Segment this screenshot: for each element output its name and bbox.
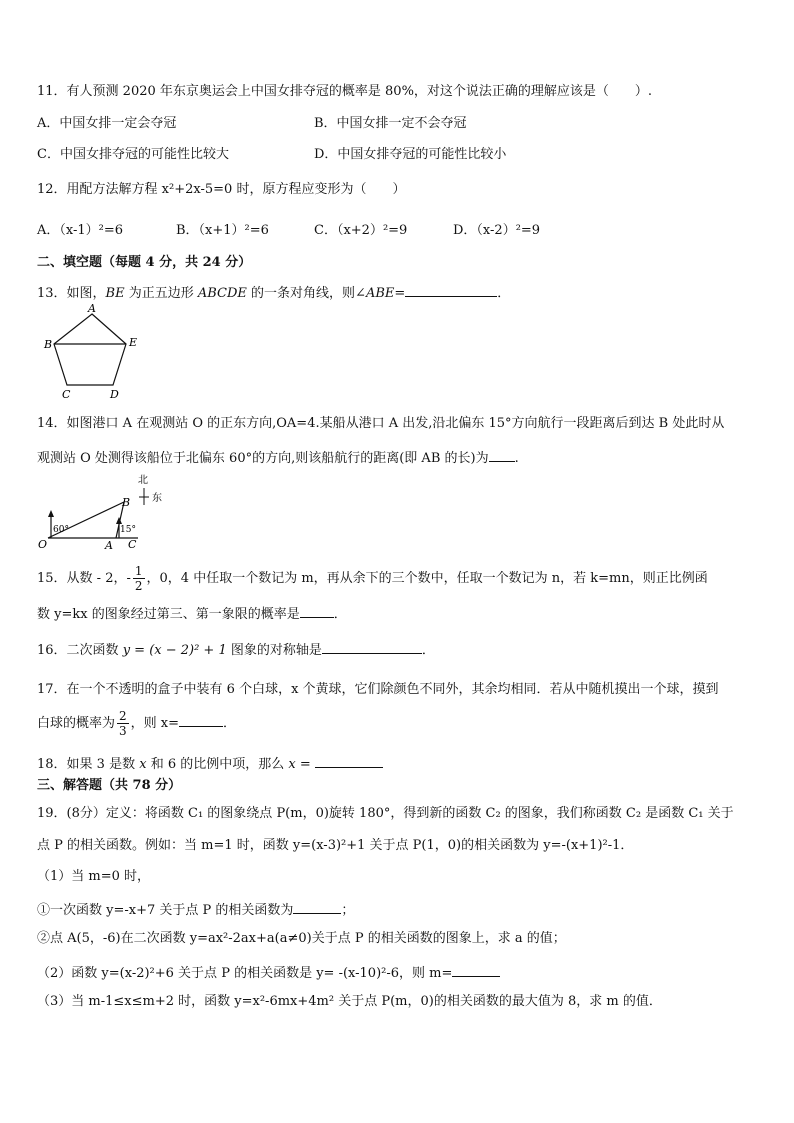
north-arrow-a xyxy=(116,517,122,524)
section-fill-in-heading: 二、填空题（每题 4 分，共 24 分） xyxy=(37,255,252,270)
q17-frac-num: 2 xyxy=(119,709,127,723)
q17-fraction xyxy=(117,709,129,738)
q18-x2: x xyxy=(288,757,296,772)
q19-part3: （3）当 m-1≤x≤m+2 时，函数 y=x²-6mx+4m² 关于点 P(m，0)的相关函数的最大值为 8，求 m 的值． xyxy=(37,994,662,1009)
q13-stem xyxy=(37,282,510,303)
q11-option-d: D．中国女排夺冠的可能性比较小 xyxy=(314,147,507,162)
label-c: C xyxy=(128,538,137,551)
q12-option-a: A．（x-1）²=6 xyxy=(37,223,124,238)
q17-post: ，则 x= xyxy=(130,716,180,731)
q11-option-a: A．中国女排一定会夺冠 xyxy=(37,116,177,131)
q15-line2-text: 数 y=kx 的图象经过第三、第一象限的概率是 xyxy=(37,607,300,622)
q15-fraction xyxy=(133,564,145,593)
q13-eq: = xyxy=(394,286,406,301)
q19-part1a-blank[interactable] xyxy=(293,899,341,914)
q14-answer-blank[interactable] xyxy=(489,447,515,462)
q15-frac-den: 2 xyxy=(134,579,143,593)
q17-end: ． xyxy=(223,716,237,731)
q17-answer-blank[interactable] xyxy=(179,712,223,727)
q15-line2 xyxy=(37,603,347,624)
port-figure xyxy=(36,470,176,552)
q12-option-d: D．（x-2）²=9 xyxy=(453,223,541,238)
q15-pre: 15．从数 - 2，- xyxy=(37,571,131,586)
q19-part1a-end: ； xyxy=(341,903,355,918)
q18-eq: = xyxy=(295,757,311,772)
q11-option-c: C．中国女排夺冠的可能性比较大 xyxy=(37,147,229,162)
q16-expr: y = (x − 2)² + 1 xyxy=(122,643,227,658)
q13-be: BE xyxy=(105,286,125,301)
q13-pre: 13．如图， xyxy=(37,286,106,301)
q14-end: . xyxy=(514,451,519,466)
q19-line2: 点 P 的相关函数。例如：当 m=1 时，函数 y=(x-3)²+1 关于点 P(1，0)的相关函数为 y=-(x+1)²-1． xyxy=(37,838,634,853)
label-a: A xyxy=(105,539,113,552)
q15-post: ，0，4 中任取一个数记为 m，再从余下的三个数中，任取一个数记为 n，若 k=mn，则正比例函 xyxy=(146,571,708,586)
q19-part2-text: （2）函数 y=(x-2)²+6 关于点 P 的相关函数是 y= -(x-10)²-6，则 m= xyxy=(37,966,453,981)
q13-post: 的一条对角线，则∠ xyxy=(246,286,366,301)
q18-x: x xyxy=(139,757,147,772)
q19-part1: （1）当 m=0 时， xyxy=(37,869,151,884)
angle-15-label: 15° xyxy=(120,525,136,535)
q14-line2 xyxy=(37,447,519,468)
label-b: B xyxy=(122,496,131,509)
label-e: E xyxy=(129,336,138,349)
q19-part1a xyxy=(37,899,354,920)
q16-post: 图象的对称轴是 xyxy=(226,643,322,658)
q16-pre: 16．二次函数 xyxy=(37,643,123,658)
q13-abe: ABE xyxy=(365,286,395,301)
q13-mid: 为正五边形 xyxy=(124,286,198,301)
label-b: B xyxy=(44,338,53,351)
pentagon-abcde xyxy=(54,314,126,385)
pentagon-figure xyxy=(40,302,150,402)
q17-line2 xyxy=(37,707,236,741)
label-d: D xyxy=(110,388,119,401)
angle-60-label: 60° xyxy=(53,525,69,535)
q18-line xyxy=(37,753,383,774)
compass-north-label: 北 xyxy=(138,475,148,486)
q16-end: ． xyxy=(421,643,435,658)
section-solve-heading: 三、解答题（共 78 分） xyxy=(37,778,182,793)
q18-answer-blank[interactable] xyxy=(315,753,383,768)
label-o: O xyxy=(38,538,48,551)
q15-line1 xyxy=(37,564,708,594)
q14-line1: 14．如图港口 A 在观测站 O 的正东方向,OA=4.某船从港口 A 出发,沿北偏东 15°方向航行一段距离后到达 B 处此时从 xyxy=(37,416,725,431)
q19-part2-blank[interactable] xyxy=(452,962,500,977)
q18-pre: 18．如果 3 是数 xyxy=(37,757,140,772)
q17-line1: 17．在一个不透明的盒子中装有 6 个白球，x 个黄球，它们除颜色不同外，其余均相同．若从中随机摸出一个球，摸到 xyxy=(37,682,719,697)
q12-option-b: B．（x+1）²=6 xyxy=(176,223,269,238)
q16-line xyxy=(37,639,435,660)
q18-post: 和 6 的比例中项，那么 xyxy=(146,757,289,772)
q17-frac-den: 3 xyxy=(119,724,127,738)
q13-end: ． xyxy=(497,286,511,301)
label-a: A xyxy=(88,302,96,315)
q12-option-c: C．（x+2）²=9 xyxy=(314,223,408,238)
q14-line2-text: 观测站 O 处测得该船位于北偏东 60°的方向,则该船航行的距离(即 AB 的长)为 xyxy=(37,451,489,466)
compass-east-label: 东 xyxy=(152,493,162,504)
q15-frac-num: 1 xyxy=(134,564,143,578)
q13-abcde: ABCDE xyxy=(197,286,247,301)
q19-line1: 19．(8分）定义：将函数 C₁ 的图象绕点 P(m，0)旋转 180°，得到新的函数 C₂ 的图象，我们称函数 C₂ 是函数 C₁ 关于 xyxy=(37,806,734,821)
q12-stem: 12．用配方法解方程 x²+2x-5=0 时，原方程应变形为（ ） xyxy=(37,182,406,197)
q13-answer-blank[interactable] xyxy=(405,282,497,297)
q16-answer-blank[interactable] xyxy=(322,639,422,654)
q15-answer-blank[interactable] xyxy=(300,603,334,618)
q11-option-b: B．中国女排一定不会夺冠 xyxy=(314,116,467,131)
q19-part1b: ②点 A(5，-6)在二次函数 y=ax²-2ax+a(a≠0)关于点 P 的相关函数的图象上，求 a 的值； xyxy=(37,931,566,946)
q15-end: ． xyxy=(333,607,347,622)
north-arrow-o xyxy=(48,510,54,517)
q19-part2 xyxy=(37,962,500,983)
q11-stem: 11．有人预测 2020 年东京奥运会上中国女排夺冠的概率是 80%，对这个说法正确的理解应该是（ ）. xyxy=(37,84,653,99)
q17-pre: 白球的概率为 xyxy=(37,716,116,731)
label-c: C xyxy=(62,388,71,401)
q19-part1a-text: ①一次函数 y=-x+7 关于点 P 的相关函数为 xyxy=(37,903,294,918)
